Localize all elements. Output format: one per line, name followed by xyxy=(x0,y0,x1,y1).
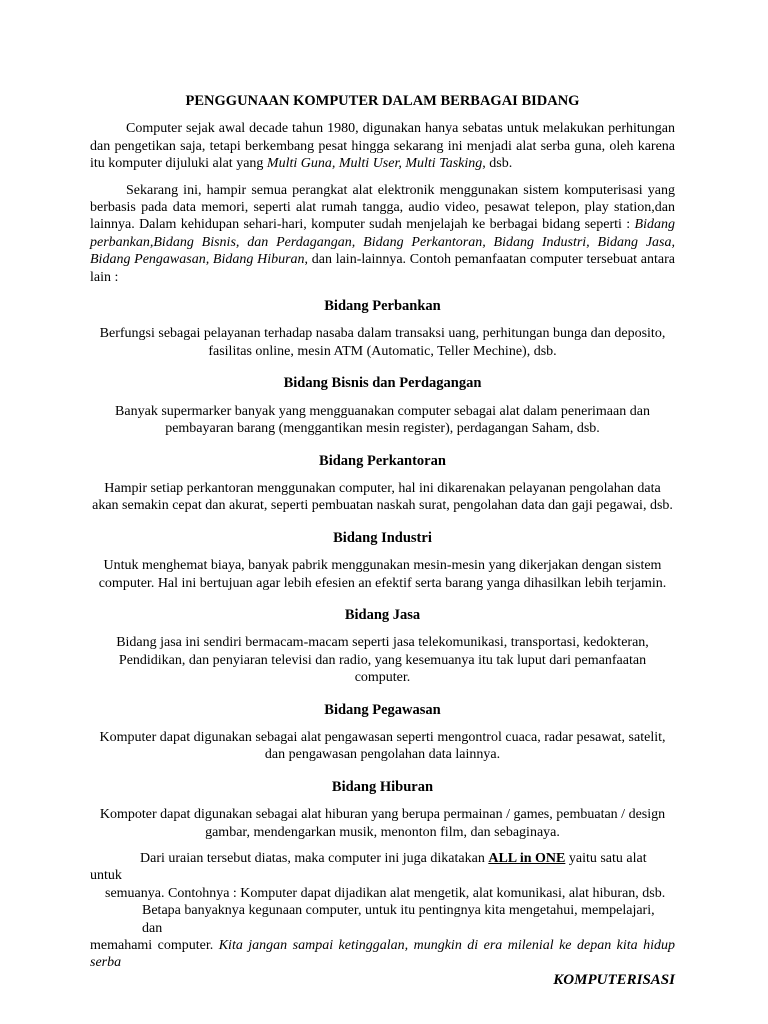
intro-p1-text-b: , dsb. xyxy=(482,156,513,172)
document-title: PENGGUNAAN KOMPUTER DALAM BERBAGAI BIDANG xyxy=(185,93,580,109)
section-heading-perbankan: Bidang Perbankan xyxy=(324,298,441,315)
intro-p2-italic: Bidang perbankan,Bidang Bisnis, dan Perdagangan, Bidang Perkantoran, Bidang Industri, Bidang Jasa, Bidang Pengawasan, Bidang Hiburan xyxy=(90,217,675,268)
closing-line-2: semuanya. Contohnya : Komputer dapat dijadikan alat mengetik, alat komunikasi, alat hiburan, dsb. xyxy=(105,885,666,901)
closing-line-1-a: Dari uraian tersebut diatas, maka computer ini juga dikatakan xyxy=(140,851,489,866)
intro-paragraph-2 xyxy=(90,182,675,286)
closing-line-4-a: memahami computer. xyxy=(90,938,219,954)
closing-line-3: Betapa banyaknya kegunaan computer, untuk itu pentingnya kita mengetahui, mempelajari, dan xyxy=(142,903,655,936)
section-body-industri: Untuk menghemat biaya, banyak pabrik menggunakan mesin-mesin yang dikerjakan dengan sistem computer. Hal ini bertujuan agar lebih efesien an efektif serta barang yanga dihasilkan lebih terjamin. xyxy=(98,558,667,591)
intro-p2-text-b: , dan lain-lainnya. Contoh pemanfaatan computer tersebuat antara lain : xyxy=(90,252,675,285)
section-body-hiburan: Kompoter dapat digunakan sebagai alat hiburan yang berupa permainan / games, pembuatan / design gambar, mendengarkan musik, menonton film, dan sebaginaya. xyxy=(99,807,666,840)
section-heading-hiburan: Bidang Hiburan xyxy=(331,778,434,795)
section-heading-jasa: Bidang Jasa xyxy=(344,606,421,623)
section-heading-industri: Bidang Industri xyxy=(333,529,432,546)
all-in-one-emphasis: ALL in ONE xyxy=(488,851,566,866)
closing-line-4 xyxy=(90,937,675,972)
intro-paragraph-1 xyxy=(90,120,675,172)
closing-paragraph xyxy=(90,850,675,989)
intro-p1-italic: Multi Guna, Multi User, Multi Tasking xyxy=(266,156,483,172)
closing-keyword: KOMPUTERISASI xyxy=(553,971,675,988)
section-body-jasa: Bidang jasa ini sendiri bermacam-macam seperti jasa telekomunikasi, transportasi, kedokteran, Pendidikan, dan penyiaran televisi dan radio, yang kesemuanya itu tak luput dari pemanfaatan computer. xyxy=(116,635,649,686)
intro-p1-text-a: Computer sejak awal decade tahun 1980, digunakan hanya sebatas untuk melakukan perhitungan dan pengetikan saja, tetapi berkembang pesat hingga sekarang ini menjadi alat serba guna, oleh karena itu komputer dijuluki alat yang xyxy=(90,121,675,172)
section-body-perbankan: Berfungsi sebagai pelayanan terhadap nasaba dalam transaksi uang, perhitungan bunga dan deposito, fasilitas online, mesin ATM (Automatic, Teller Mechine), dsb. xyxy=(99,326,666,359)
closing-line-4-italic: Kita jangan sampai ketinggalan, mungkin di era milenial ke depan kita hidup serba xyxy=(90,938,675,971)
section-heading-perkantoran: Bidang Perkantoran xyxy=(319,452,446,469)
closing-line-1 xyxy=(90,850,675,885)
section-body-pegawasan: Komputer dapat digunakan sebagai alat pengawasan seperti mengontrol cuaca, radar pesawat, satelit, dan pengawasan pengolahan data lainnya. xyxy=(99,729,666,763)
closing-line-1-b: yaitu satu alat untuk xyxy=(90,851,647,884)
section-body-bisnis: Banyak supermarker banyak yang mengguanakan computer sebagai alat dalam penerimaan dan pembayaran barang (menggantikan mesin register), perdagangan Saham, dsb. xyxy=(115,403,650,437)
intro-p2-text-a: Sekarang ini, hampir semua perangkat alat elektronik menggunakan sistem komputerisasi yang berbasis pada data memori, seperti alat rumah tangga, audio video, pesawat telepon, play station,dan lainnya. Dalam kehidupan sehari-hari, komputer sudah menjelajah ke berbagai bidang seperti : xyxy=(90,182,675,233)
section-heading-pegawasan: Bidang Pegawasan xyxy=(324,701,441,718)
document-page xyxy=(90,93,675,989)
section-body-perkantoran: Hampir setiap perkantoran menggunakan computer, hal ini dikarenakan pelayanan pengolahan data akan semakin cepat dan akurat, seperti pembuatan naskah surat, pengolahan data dan gaji pegawai, dsb. xyxy=(92,480,673,514)
section-heading-bisnis: Bidang Bisnis dan Perdagangan xyxy=(283,375,482,392)
